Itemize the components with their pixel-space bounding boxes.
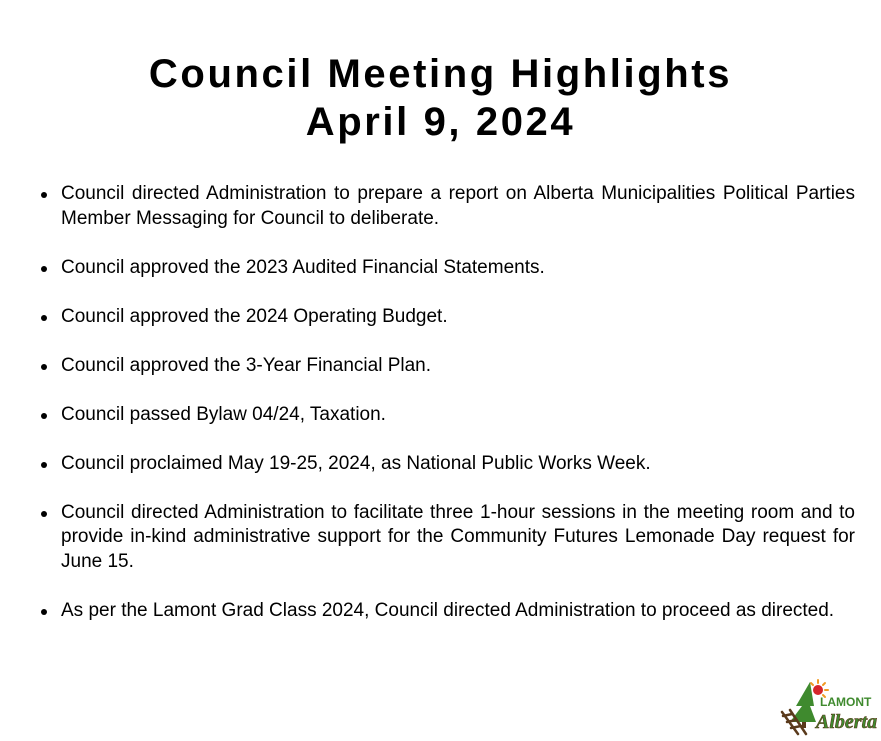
list-item: As per the Lamont Grad Class 2024, Council directed Administration to proceed as directed. <box>61 599 855 624</box>
list-item: Council approved the 2024 Operating Budget. <box>61 305 855 330</box>
list-item: Council passed Bylaw 04/24, Taxation. <box>61 403 855 428</box>
title-line-2: April 9, 2024 <box>305 100 576 144</box>
list-item: Council proclaimed May 19-25, 2024, as National Public Works Week. <box>61 452 855 477</box>
list-item: Council approved the 3-Year Financial Plan. <box>61 354 855 379</box>
page-title <box>0 50 881 146</box>
list-item: Council directed Administration to prepare a report on Alberta Municipalities Political Parties Member Messaging for Council to deliberate. <box>61 182 855 231</box>
title-line-1: Council Meeting Highlights <box>148 52 733 96</box>
logo-text-alberta: Alberta <box>816 711 878 733</box>
logo-icon <box>776 676 880 736</box>
list-item: Council directed Administration to facilitate three 1-hour sessions in the meeting room and to provide in-kind administrative support for the Community Futures Lemonade Day request for June 15. <box>61 501 855 575</box>
highlights-list <box>61 182 855 648</box>
lamont-alberta-logo <box>776 676 880 736</box>
logo-text-lamont: LAMONT <box>820 695 872 709</box>
list-item: Council approved the 2023 Audited Financial Statements. <box>61 256 855 281</box>
